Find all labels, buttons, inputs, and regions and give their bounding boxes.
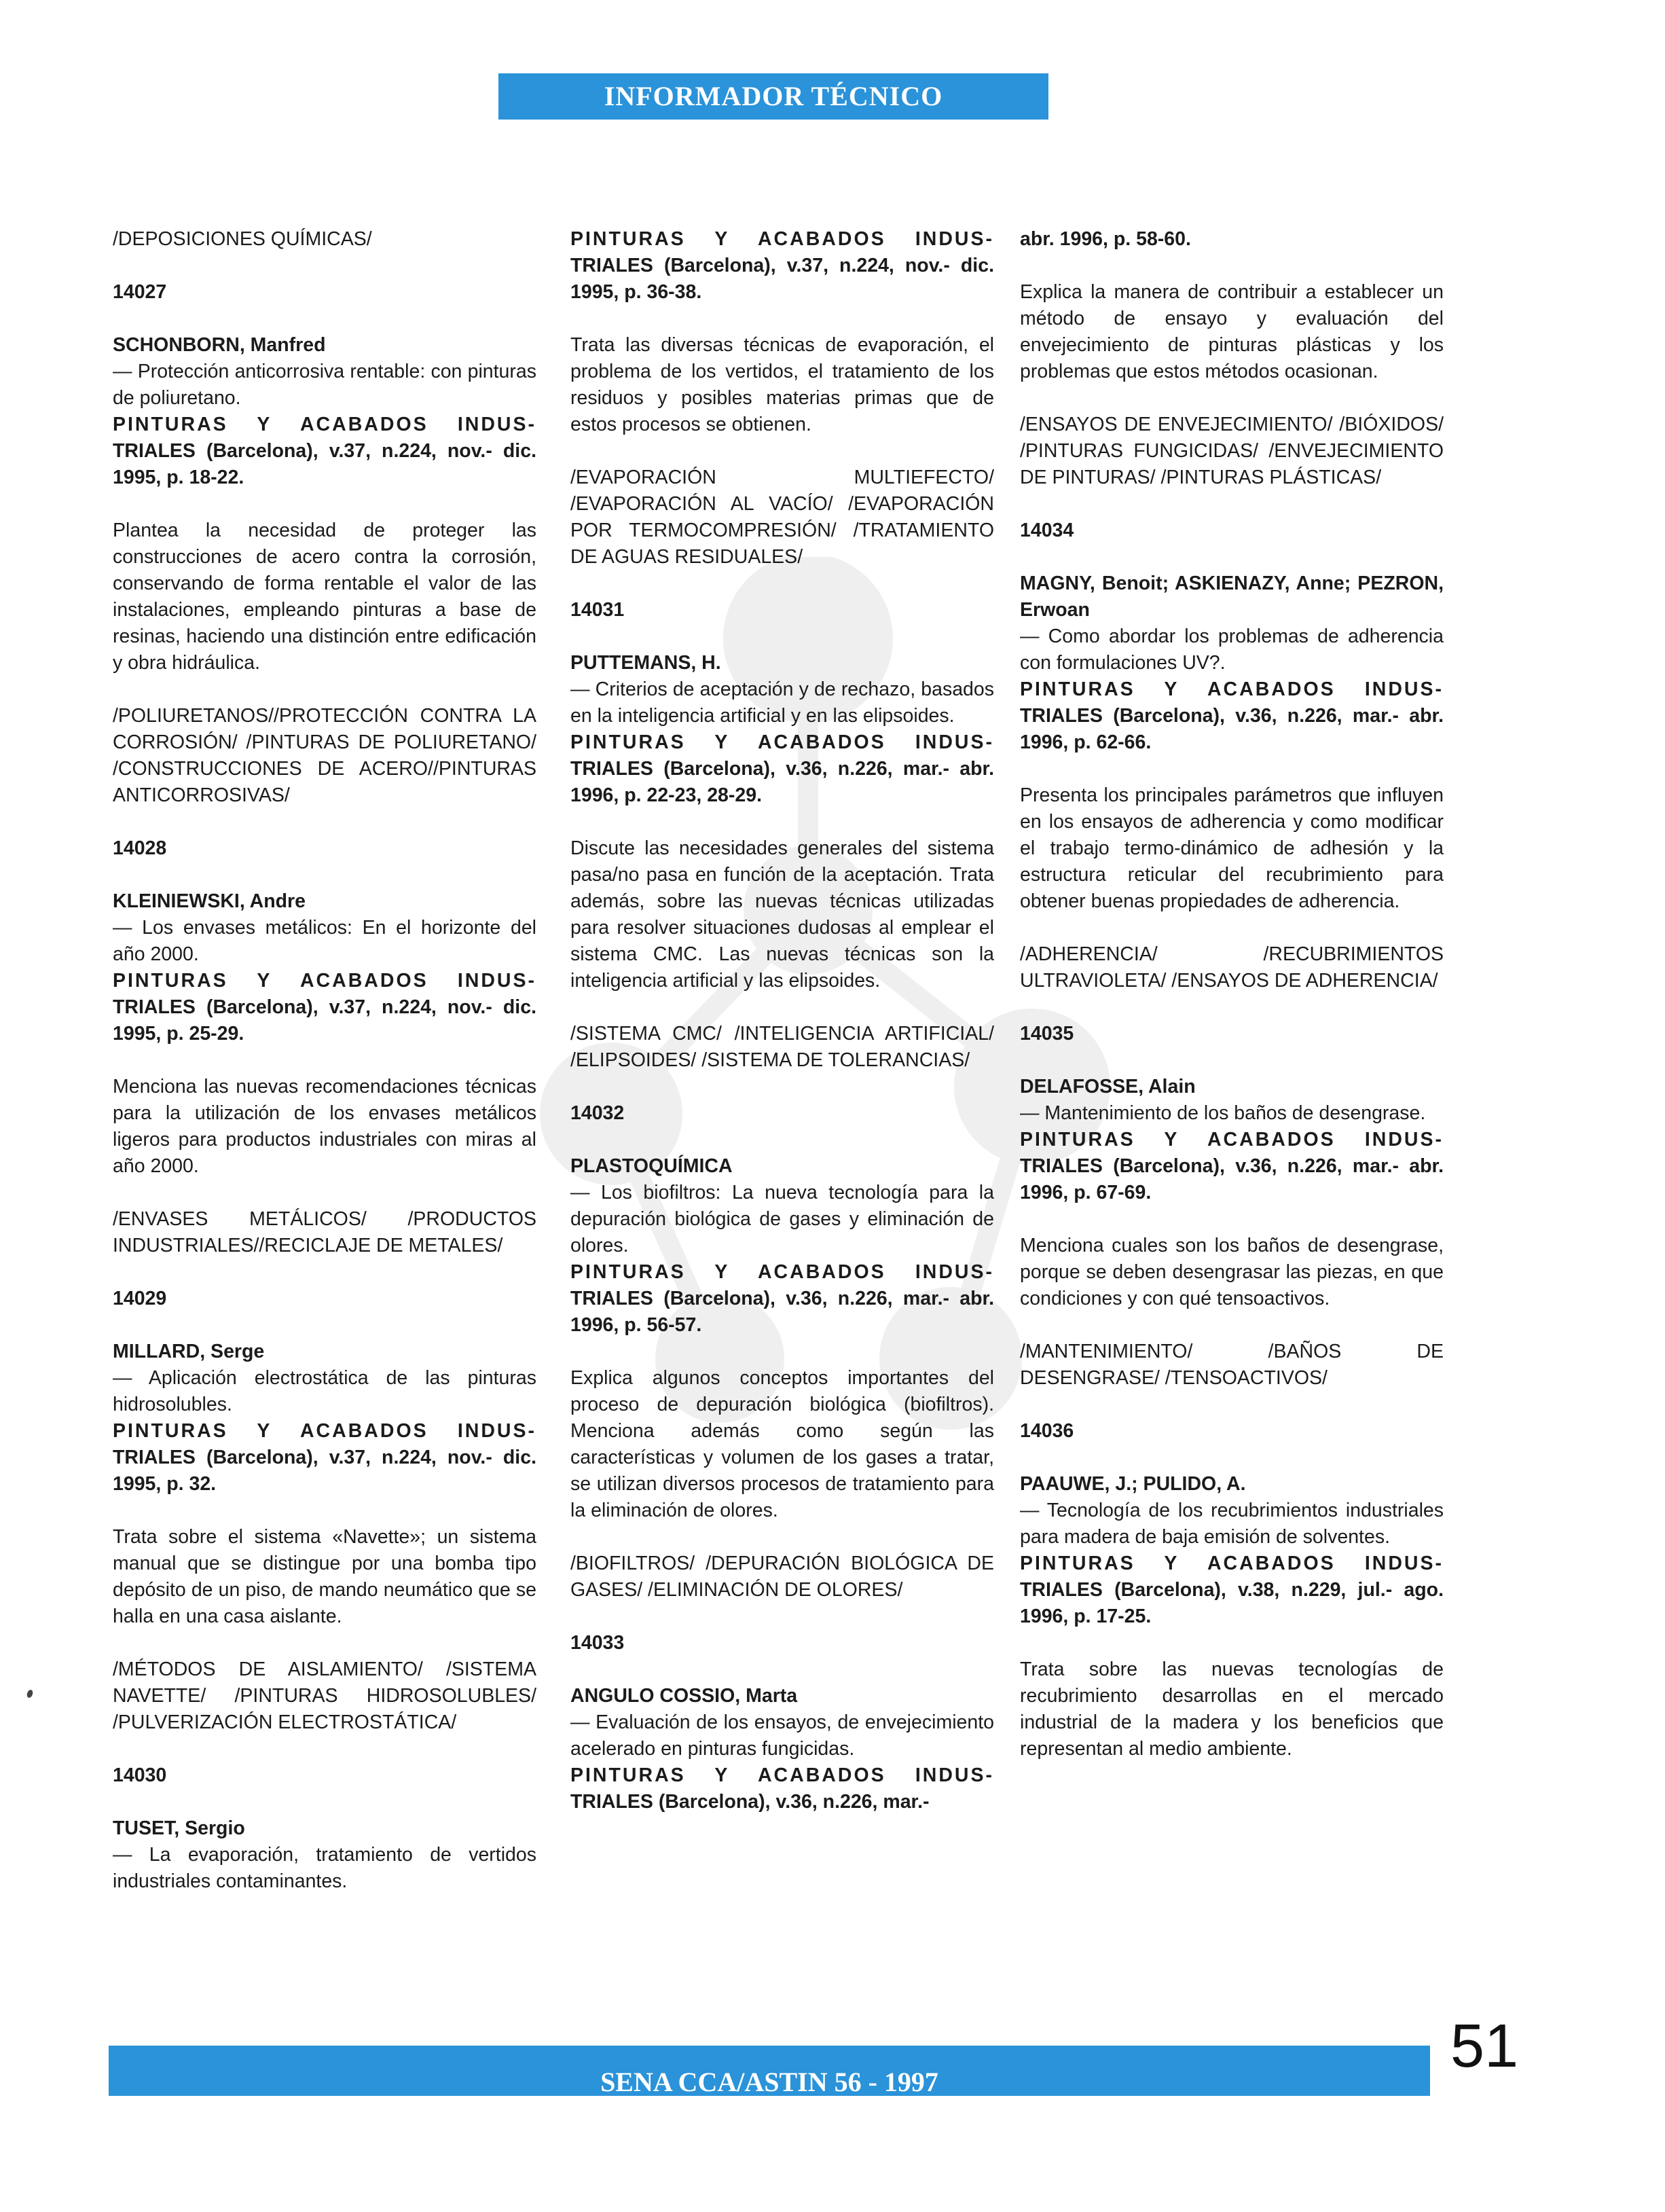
entry-number: 14035 xyxy=(1020,1023,1074,1045)
source-citation xyxy=(1020,226,1444,253)
bibliographic-entry xyxy=(113,888,536,1047)
source-citation xyxy=(570,1762,994,1815)
entry-number: 14030 xyxy=(113,1764,167,1786)
abstract-text: Menciona cuales son los baños de desengrase, porque se deben desengrasar las piezas, en que condiciones y con qué tensoactivos. xyxy=(1020,1235,1444,1309)
entry-title: — Criterios de aceptación y de rechazo, basados en la inteligencia artificial y en las elipsoides. xyxy=(570,678,994,727)
abstract-text: Trata sobre las nuevas tecnologías de recubrimiento desarrollas en el mercado industrial de la madera y los beneficios que representan al medio ambiente. xyxy=(1020,1658,1444,1760)
entry-number: 14033 xyxy=(570,1632,625,1654)
entry-author: DELAFOSSE, Alain xyxy=(1020,1076,1196,1098)
page-number: 51 xyxy=(1450,2012,1519,2080)
keyword-descriptors: /MANTENIMIENTO/ /BAÑOS DE DESENGRASE/ /TENSOACTIVOS/ xyxy=(1020,1341,1444,1389)
bibliographic-entry xyxy=(1020,570,1444,756)
bibliographic-entry xyxy=(570,1683,994,1815)
abstract-text: Discute las necesidades generales del sistema pasa/no pasa en función de la aceptación. Trata además, sobre las nuevas técnicas utilizadas para resolver situaciones dudosas al emplear el sistema CMC. Las nuevas técnicas son la inteligencia artificial y las elipsoides. xyxy=(570,837,994,992)
section-header-title: INFORMADOR TÉCNICO xyxy=(604,81,943,111)
footer-banner xyxy=(109,2046,1430,2096)
keyword-descriptors: /ENSAYOS DE ENVEJECIMIENTO/ /BIÓXIDOS/ /PINTURAS FUNGICIDAS/ /ENVEJECIMIENTO DE PINTURAS/ /PINTURAS PLÁSTICAS/ xyxy=(1020,414,1444,488)
bibliographic-entry xyxy=(570,650,994,809)
source-details: TRIALES (Barcelona), v.37, n.224, nov.- dic. 1995, p. 36-38. xyxy=(570,255,994,303)
entry-title: — Los biofiltros: La nueva tecnología para la depuración biológica de gases y eliminación de olores. xyxy=(570,1182,994,1256)
abstract-text: Trata las diversas técnicas de evaporación, el problema de los vertidos, el tratamiento de los residuos y posibles materias primas que de estos procesos se obtienen. xyxy=(570,334,994,435)
entry-title: — Los envases metálicos: En el horizonte del año 2000. xyxy=(113,917,536,965)
source-citation xyxy=(1020,676,1444,756)
entry-author: KLEINIEWSKI, Andre xyxy=(113,890,306,912)
source-details: TRIALES (Barcelona), v.36, n.226, mar.- abr. 1996, p. 56-57. xyxy=(570,1288,994,1336)
abstract-text: Explica algunos conceptos importantes del proceso de depuración biológica (biofiltros). Menciona además como según las características y volumen de los gases a tratar, se utilizan diversos procesos de tratamiento para la eliminación de olores. xyxy=(570,1367,994,1521)
bibliographic-entry xyxy=(113,1815,536,1895)
keyword-descriptors: /ADHERENCIA/ /RECUBRIMIENTOS ULTRAVIOLETA/ /ENSAYOS DE ADHERENCIA/ xyxy=(1020,943,1444,992)
source-journal: PINTURAS Y ACABADOS INDUS- xyxy=(1020,1553,1444,1574)
entry-title: — Evaluación de los ensayos, de envejecimiento acelerado en pinturas fungicidas. xyxy=(570,1711,994,1760)
source-citation xyxy=(113,412,536,491)
keyword-descriptors: /SISTEMA CMC/ /INTELIGENCIA ARTIFICIAL/ /ELIPSOIDES/ /SISTEMA DE TOLERANCIAS/ xyxy=(570,1023,994,1071)
entry-number: 14036 xyxy=(1020,1420,1074,1442)
source-details: TRIALES (Barcelona), v.37, n.224, nov.- dic. 1995, p. 32. xyxy=(113,1447,536,1495)
abstract-text: Plantea la necesidad de proteger las construcciones de acero contra la corrosión, conservando de forma rentable el valor de las instalaciones, empleando pinturas a base de resinas, haciendo una distinción entre edificación y obra hidráulica. xyxy=(113,520,536,674)
entry-title: — Tecnología de los recubrimientos industriales para madera de baja emisión de solventes. xyxy=(1020,1500,1444,1548)
bibliographic-entry xyxy=(113,1339,536,1498)
entry-author: PUTTEMANS, H. xyxy=(570,652,721,674)
abstract-text: Menciona las nuevas recomendaciones técnicas para la utilización de los envases metálicos ligeros para productos industriales con miras al año 2000. xyxy=(113,1076,536,1177)
source-journal: PINTURAS Y ACABADOS INDUS- xyxy=(113,1420,536,1442)
source-journal: PINTURAS Y ACABADOS INDUS- xyxy=(570,731,994,753)
footer-text: SENA CCA/ASTIN 56 - 1997 xyxy=(600,2067,938,2096)
source-details: TRIALES (Barcelona), v.36, n.226, mar.- abr. 1996, p. 67-69. xyxy=(1020,1155,1444,1203)
column-1 xyxy=(113,226,536,1895)
entry-author: PLASTOQUÍMICA xyxy=(570,1155,733,1177)
keyword-descriptors: /POLIURETANOS//PROTECCIÓN CONTRA LA CORROSIÓN/ /PINTURAS DE POLIURETANO/ /CONSTRUCCIONES DE ACERO//PINTURAS ANTICORROSIVAS/ xyxy=(113,705,536,806)
entry-number: 14028 xyxy=(113,837,167,859)
entry-number: 14029 xyxy=(113,1288,167,1309)
entry-author: TUSET, Sergio xyxy=(113,1817,245,1839)
source-journal: PINTURAS Y ACABADOS INDUS- xyxy=(570,1261,994,1283)
source-journal: PINTURAS Y ACABADOS INDUS- xyxy=(1020,678,1444,700)
source-citation xyxy=(570,226,994,306)
source-citation xyxy=(113,968,536,1047)
source-details: TRIALES (Barcelona), v.38, n.229, jul.- ago. 1996, p. 17-25. xyxy=(1020,1579,1444,1627)
entry-title: — Mantenimiento de los baños de desengrase. xyxy=(1020,1102,1426,1124)
source-details: TRIALES (Barcelona), v.36, n.226, mar.- abr. 1996, p. 22-23, 28-29. xyxy=(570,758,994,806)
source-details: TRIALES (Barcelona), v.36, n.226, mar.- abr. 1996, p. 62-66. xyxy=(1020,705,1444,753)
source-journal: PINTURAS Y ACABADOS INDUS- xyxy=(570,228,994,250)
entry-title: — Aplicación electrostática de las pinturas hidrosolubles. xyxy=(113,1367,536,1415)
entry-author: ANGULO COSSIO, Marta xyxy=(570,1685,798,1707)
source-journal: PINTURAS Y ACABADOS INDUS- xyxy=(1020,1129,1444,1150)
abstract-text: Trata sobre el sistema «Navette»; un sistema manual que se distingue por una bomba tipo depósito de un piso, de mando neumático que se halla en una casa aislante. xyxy=(113,1526,536,1627)
source-citation xyxy=(1020,1551,1444,1630)
source-journal: PINTURAS Y ACABADOS INDUS- xyxy=(113,970,536,992)
column-2 xyxy=(570,226,994,1815)
source-citation xyxy=(570,1259,994,1339)
source-citation xyxy=(570,729,994,809)
column-3 xyxy=(1020,226,1444,1762)
keyword-descriptors: /EVAPORACIÓN MULTIEFECTO/ /EVAPORACIÓN AL VACÍO/ /EVAPORACIÓN POR TERMOCOMPRESIÓN/ /TRATAMIENTO DE AGUAS RESIDUALES/ xyxy=(570,467,994,568)
abstract-text: Presenta los principales parámetros que influyen en los ensayos de adherencia y como modificar el trabajo termo-dinámico de adhesión y la estructura reticular del recubrimiento para obtener buenas propiedades de adherencia. xyxy=(1020,784,1444,912)
bibliographic-entry xyxy=(113,332,536,491)
scan-speck xyxy=(26,1689,34,1699)
bibliographic-entry xyxy=(1020,1074,1444,1206)
entry-number: 14027 xyxy=(113,281,167,303)
entry-author: SCHONBORN, Manfred xyxy=(113,334,326,356)
bibliographic-entry xyxy=(1020,1471,1444,1630)
keyword-descriptors: /ENVASES METÁLICOS/ /PRODUCTOS INDUSTRIALES//RECICLAJE DE METALES/ xyxy=(113,1208,536,1256)
source-citation xyxy=(113,1418,536,1498)
abstract-text: Explica la manera de contribuir a establecer un método de ensayo y evaluación del envejecimiento de pinturas plásticas y los problemas que estos métodos ocasionan. xyxy=(1020,281,1444,382)
entry-number: 14031 xyxy=(570,599,625,621)
keyword-descriptors: /MÉTODOS DE AISLAMIENTO/ /SISTEMA NAVETTE/ /PINTURAS HIDROSOLUBLES/ /PULVERIZACIÓN ELECTROSTÁTICA/ xyxy=(113,1658,536,1733)
section-header-banner xyxy=(498,73,1048,120)
entry-title: — Como abordar los problemas de adherencia con formulaciones UV?. xyxy=(1020,625,1444,674)
entry-number: 14032 xyxy=(570,1102,625,1124)
keyword-descriptors: /DEPOSICIONES QUÍMICAS/ xyxy=(113,228,372,250)
source-journal: PINTURAS Y ACABADOS INDUS- xyxy=(113,414,536,435)
source-details: abr. 1996, p. 58-60. xyxy=(1020,228,1191,250)
keyword-descriptors: /BIOFILTROS/ /DEPURACIÓN BIOLÓGICA DE GASES/ /ELIMINACIÓN DE OLORES/ xyxy=(570,1553,994,1601)
source-journal: PINTURAS Y ACABADOS INDUS- xyxy=(570,1764,994,1786)
entry-title: — Protección anticorrosiva rentable: con pinturas de poliuretano. xyxy=(113,361,536,409)
entry-number: 14034 xyxy=(1020,520,1074,541)
entry-title: — La evaporación, tratamiento de vertidos industriales contaminantes. xyxy=(113,1844,536,1892)
entry-author: MILLARD, Serge xyxy=(113,1341,265,1362)
entry-author: PAAUWE, J.; PULIDO, A. xyxy=(1020,1473,1246,1495)
entry-author: MAGNY, Benoit; ASKIENAZY, Anne; PEZRON, Erwoan xyxy=(1020,573,1444,621)
source-details: TRIALES (Barcelona), v.37, n.224, nov.- dic. 1995, p. 25-29. xyxy=(113,996,536,1045)
source-citation xyxy=(1020,1127,1444,1206)
source-details: TRIALES (Barcelona), v.37, n.224, nov.- dic. 1995, p. 18-22. xyxy=(113,440,536,488)
bibliographic-entry xyxy=(570,1153,994,1339)
source-details: TRIALES (Barcelona), v.36, n.226, mar.- xyxy=(570,1791,930,1813)
